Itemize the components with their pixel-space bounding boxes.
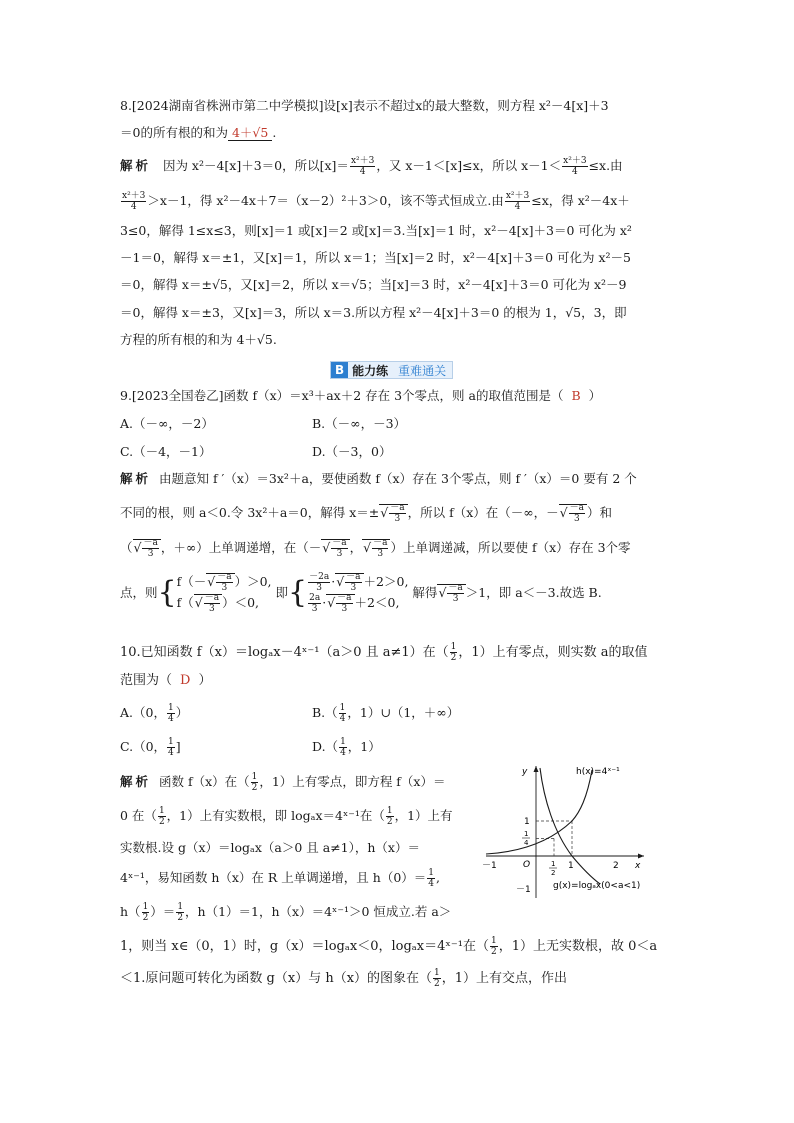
sys-text: ）＜0, xyxy=(222,595,260,610)
q10-s6a: 1，则当 x∈（0，1）时，g（x）＝logₐx＜0，logₐx＝4ˣ⁻¹在（ xyxy=(120,939,489,954)
q9-s4d: ＞1，即 a＜－3.故选 B. xyxy=(465,585,602,600)
sqrt-expr: √ $\frac{-a}{3}$ xyxy=(335,573,363,589)
q10-option-c xyxy=(120,737,181,758)
frac-num: 1 xyxy=(386,806,393,816)
frac-den: 4 xyxy=(428,879,435,889)
q8-s1a: 因为 x²－4[x]＋3＝0，所以[x]＝ xyxy=(162,158,349,173)
section-badge xyxy=(330,361,453,379)
frac-den: 4 xyxy=(514,202,521,212)
q8-frac xyxy=(121,191,146,212)
frac-num: 1 xyxy=(339,703,346,713)
opt-text: ] xyxy=(175,739,181,754)
q8-stem-line1: 8.[2024湖南省株洲市第二中学模拟]设[x]表示不超过x的最大整数，则方程 x²－4[x]＋3 xyxy=(120,98,609,113)
q8-sol-line4: －1＝0，解得 x＝±1，又[x]＝1，所以 x＝1；当[x]＝2 时，x²－4[x]＋3＝0 可化为 x²－5 xyxy=(120,250,631,265)
sys-text: f（－ xyxy=(176,574,207,589)
q10-s1a: 函数 f（x）在（ xyxy=(158,774,250,789)
frac-num: 2a xyxy=(309,593,321,603)
frac-num: －a xyxy=(569,503,584,513)
q10-option-b xyxy=(312,703,459,724)
q8-s2c: ≤x，得 x²－4x＋ xyxy=(531,193,630,208)
tick-x-2: 2 xyxy=(613,861,619,871)
q10-close: ） xyxy=(198,673,212,688)
q8-answer: 4＋√5 xyxy=(228,125,272,141)
frac-num: 1 xyxy=(251,772,258,782)
q10-stem2: 范围为（ xyxy=(120,673,173,688)
opt-text: A.（0， xyxy=(120,705,166,720)
frac-den: 4 xyxy=(571,167,578,177)
q10-s2c: ，1）上有 xyxy=(394,808,453,823)
opt-text: D.（ xyxy=(312,739,339,754)
frac-num: 1 xyxy=(450,642,457,652)
q10-s5c: ，h（1）＝1，h（x）＝4ˣ⁻¹＞0 恒成立.若 a＞ xyxy=(185,904,452,919)
frac-num: －2a xyxy=(309,572,330,582)
opt-text: C.（0， xyxy=(120,739,167,754)
g-label: g(x)=logₐx(0<a<1) xyxy=(553,881,641,891)
q9-stem xyxy=(120,387,601,405)
opt-text: ，1） xyxy=(347,739,381,754)
q10-answer: D xyxy=(180,673,191,688)
tick-half-num: 1 xyxy=(551,860,556,868)
frac-den: 2 xyxy=(450,653,457,663)
q10-sol-line5 xyxy=(120,902,451,923)
frac-num: －a xyxy=(204,593,220,603)
frac-num: 1 xyxy=(428,868,435,878)
brace: { xyxy=(288,575,308,610)
frac-den: 3 xyxy=(316,583,323,593)
frac-den: 3 xyxy=(452,594,459,604)
frac-num: 1 xyxy=(167,703,174,713)
opt-text: B.（ xyxy=(312,705,338,720)
y-axis-label: y xyxy=(522,767,528,777)
q10-sol-line1 xyxy=(120,772,445,793)
tick-half-den: 2 xyxy=(551,869,556,877)
section-letter: B xyxy=(331,362,348,378)
frac-num: －a xyxy=(390,503,405,513)
q10-stem-line2 xyxy=(120,672,211,690)
q8-sol-line7: 方程的所有根的和为 4＋√5. xyxy=(120,332,277,347)
frac-den: 2 xyxy=(177,913,184,923)
sqrt-expr: √ $\frac{-a}{3}$ xyxy=(326,594,354,610)
sys-row xyxy=(177,593,272,614)
q8-s1c: ≤x.由 xyxy=(588,158,623,173)
tick-x-1: 1 xyxy=(568,861,574,871)
q8-frac xyxy=(350,156,375,177)
q10-sol-line7 xyxy=(120,968,567,989)
frac-den: 2 xyxy=(386,817,393,827)
frac-num: x²＋3 xyxy=(122,191,146,201)
tick-quarter-num: 1 xyxy=(524,830,529,838)
sys-row xyxy=(177,572,272,593)
q9-s2a: 不同的根，则 a＜0.令 3x²＋a＝0，解得 x＝± xyxy=(120,505,380,520)
frac-num: －a xyxy=(337,593,352,603)
q9-s4a: 点，则 xyxy=(120,585,158,600)
q9-s4b: 即 xyxy=(275,585,289,600)
frac-den: 4 xyxy=(339,714,346,724)
q8-sol-line2 xyxy=(120,191,630,212)
frac-den: 3 xyxy=(341,604,348,614)
frac-den: 4 xyxy=(359,167,366,177)
q9-system-2 xyxy=(307,572,408,614)
q10-s6b: ，1）上无实数根，故 0＜a xyxy=(498,939,658,954)
section-sub: 重难通关 xyxy=(398,363,447,378)
frac-num: －a xyxy=(346,572,361,582)
frac-den: 2 xyxy=(434,979,440,989)
q9-s3a: （ xyxy=(120,540,133,555)
q9-s1: 由题意知 f ′（x）＝3x²＋a，要使函数 f（x）存在 3个零点，则 f ′（x）＝0 要有 2 个 xyxy=(158,471,637,486)
frac-half xyxy=(450,642,458,663)
q10-s4a: 4ˣ⁻¹，易知函数 h（x）在 R 上单调递增，且 h（0）＝ xyxy=(120,870,427,885)
q8-sol-line5: ＝0，解得 x＝±√5，又[x]＝2，所以 x＝√5；当[x]＝3 时，x²－4[x]＋3＝0 可化为 x²－9 xyxy=(120,277,627,292)
q9-s2b: ，所以 f（x）在（－∞，－ xyxy=(407,505,559,520)
frac-den: 4 xyxy=(167,714,174,724)
frac-den: 3 xyxy=(336,549,343,559)
q9-s3d: ）上单调递减，所以要使 f（x）存在 3个零 xyxy=(390,540,631,555)
frac-num: x²＋3 xyxy=(350,156,375,166)
q10-sol-line4 xyxy=(120,868,440,889)
sqrt-expr: √ $\frac{-a}{3}$ xyxy=(379,504,407,520)
q8-frac xyxy=(562,156,587,177)
tick-x-neg1: －1 xyxy=(482,861,497,871)
q9-sol-label: 解析 xyxy=(120,471,152,486)
q8-frac xyxy=(505,191,530,212)
q9-s4c: 解得 xyxy=(412,585,438,600)
q9-sol-line3 xyxy=(120,538,631,559)
frac-num: －a xyxy=(217,572,232,582)
q10-sol-line2 xyxy=(120,806,453,827)
sys-text: ＋2＜0, xyxy=(354,595,400,610)
opt-text: ，1）∪（1，＋∞） xyxy=(347,705,460,720)
q8-s2b: ＞x－1，得 x²－4x＋7＝（x－2）²＋3＞0，该不等式恒成立.由 xyxy=(147,193,504,208)
q10-s1b: ，1）上有零点，即方程 f（x）＝ xyxy=(259,774,446,789)
frac-den: 3 xyxy=(209,604,215,614)
frac-num: －a xyxy=(448,583,463,593)
frac-den: 3 xyxy=(377,549,384,559)
frac-den: 3 xyxy=(350,583,357,593)
tick-y-1: 1 xyxy=(524,817,530,827)
frac-num: 1 xyxy=(168,737,174,747)
q10-s2b: ，1）上有实数根，即 logₐx＝4ˣ⁻¹在（ xyxy=(166,808,385,823)
sqrt-expr: √ $\frac{-a}{3}$ xyxy=(559,504,587,520)
frac-num: x²＋3 xyxy=(563,156,587,166)
frac-num: 1 xyxy=(177,902,184,912)
frac-den: 3 xyxy=(147,549,154,559)
origin-label: O xyxy=(523,860,531,870)
tick-quarter-den: 4 xyxy=(524,839,529,847)
frac-den: 2 xyxy=(251,783,258,793)
section-name: 能力练 xyxy=(352,363,389,378)
q10-sol-line6 xyxy=(120,936,657,957)
sys-text: ）＞0, xyxy=(234,574,272,589)
frac-den: 3 xyxy=(394,514,401,524)
sqrt-expr: √ $\frac{-a}{3}$ xyxy=(362,539,390,555)
q8-sol-line6: ＝0，解得 x＝±3，又[x]＝3，所以 x＝3.所以方程 x²－4[x]＋3＝0 的根为 1，√5，3，即 xyxy=(120,305,627,320)
q10-sol-line3: 实数根.设 g（x）＝logₐx（a＞0 且 a≠1），h（x）＝ xyxy=(120,840,420,855)
q9-stem-text: 9.[2023全国卷乙]函数 f（x）＝x³＋ax＋2 存在 3个零点，则 a的取值范围是（ xyxy=(120,388,564,403)
q10-s7a: ＜1.原问题可转化为函数 g（x）与 h（x）的图象在（ xyxy=(120,971,433,986)
frac-den: 2 xyxy=(142,913,149,923)
q9-sol-line1 xyxy=(120,470,637,488)
q10-s5a: h（ xyxy=(120,904,141,919)
q9-option-d: D.（－3，0） xyxy=(312,444,392,459)
sqrt-expr: √ $\frac{-a}{3}$ xyxy=(321,539,349,555)
brace: { xyxy=(157,575,177,610)
frac-num: 1 xyxy=(434,968,440,978)
frac-den: 4 xyxy=(168,748,174,758)
frac-num: －a xyxy=(373,538,388,548)
sys-row: $\frac{-2a}{3}$ ·√ $\frac{-a}{3}$ ＋2＞0, xyxy=(309,572,409,593)
frac-den: 2 xyxy=(158,817,165,827)
q10-s4b: , xyxy=(436,870,440,885)
q9-s2c: ）和 xyxy=(587,505,613,520)
x-axis-arrow xyxy=(638,854,644,859)
q9-close: ） xyxy=(588,388,602,403)
frac-num: 1 xyxy=(490,936,497,946)
q9-answer: B xyxy=(571,388,581,403)
frac-den: 2 xyxy=(490,947,497,957)
h-label: h(x)=4ˣ⁻¹ xyxy=(576,767,620,777)
frac-den: 3 xyxy=(221,583,228,593)
q10-s7b: ，1）上有交点，作出 xyxy=(441,971,568,986)
q8-stem-line2 xyxy=(120,124,276,142)
tick-y-neg1: －1 xyxy=(516,885,531,895)
function-graph xyxy=(480,760,660,900)
sqrt-expr: √ $\frac{-a}{3}$ xyxy=(194,594,222,610)
frac-num: －a xyxy=(143,538,158,548)
frac-num: 1 xyxy=(340,737,346,747)
q9-option-b: B.（－∞，－3） xyxy=(312,416,407,431)
q8-stem-text: ＝0的所有根的和为 xyxy=(120,125,228,140)
q10-s2a: 0 在（ xyxy=(120,808,157,823)
sqrt-expr: √ $\frac{-a}{3}$ xyxy=(133,539,161,555)
q9-s3b: ，＋∞）上单调递增，在（－ xyxy=(160,540,322,555)
q9-sol-line4 xyxy=(120,572,602,614)
q8-s1b: ，又 x－1＜[x]≤x，所以 x－1＜ xyxy=(376,158,562,173)
sqrt-expr: √ $\frac{-a}{3}$ xyxy=(437,584,465,600)
y-axis-arrow xyxy=(534,766,539,772)
q10-option-a xyxy=(120,703,188,724)
q9-system-1 xyxy=(177,572,272,614)
curve-h xyxy=(486,770,592,854)
frac-num: 1 xyxy=(142,902,149,912)
sys-text: ＋2＞0, xyxy=(363,574,409,589)
q10-stem-line1 xyxy=(120,642,648,663)
q9-option-a: A.（－∞，－2） xyxy=(120,416,214,431)
frac-num: 1 xyxy=(158,806,165,816)
q10-stem1a: 10.已知函数 f（x）＝logₐx－4ˣ⁻¹（a＞0 且 a≠1）在（ xyxy=(120,645,449,660)
frac-den: 4 xyxy=(130,202,137,212)
q8-period: . xyxy=(272,125,277,140)
sqrt-expr: √ $\frac{-a}{3}$ xyxy=(206,573,234,589)
sys-row: $\frac{2a}{3}$ ·√ $\frac{-a}{3}$ ＋2＜0, xyxy=(309,593,400,614)
frac-den: 3 xyxy=(573,514,580,524)
q10-option-d xyxy=(312,737,381,758)
q9-s3c: ， xyxy=(349,540,363,555)
q10-s5b: ）＝ xyxy=(150,904,176,919)
q8-sol-line1 xyxy=(120,156,623,177)
sys-text: f（ xyxy=(176,595,194,610)
frac-num: x²＋3 xyxy=(505,191,530,201)
q9-option-c: C.（－4，－1） xyxy=(120,444,212,459)
opt-text: ） xyxy=(175,705,189,720)
frac-num: －a xyxy=(332,538,347,548)
q10-stem1b: ，1）上有零点，则实数 a的取值 xyxy=(458,645,648,660)
q10-sol-label: 解析 xyxy=(120,774,152,789)
q8-sol-line3: 3≤0，解得 1≤x≤3，则[x]＝1 或[x]＝2 或[x]＝3.当[x]＝1 时，x²－4[x]＋3＝0 可化为 x² xyxy=(120,223,632,238)
q8-sol-label: 解析 xyxy=(120,158,152,173)
frac-den: 3 xyxy=(311,604,318,614)
frac-den: 4 xyxy=(340,748,346,758)
x-axis-label: x xyxy=(635,861,641,871)
q9-sol-line2 xyxy=(120,503,612,524)
